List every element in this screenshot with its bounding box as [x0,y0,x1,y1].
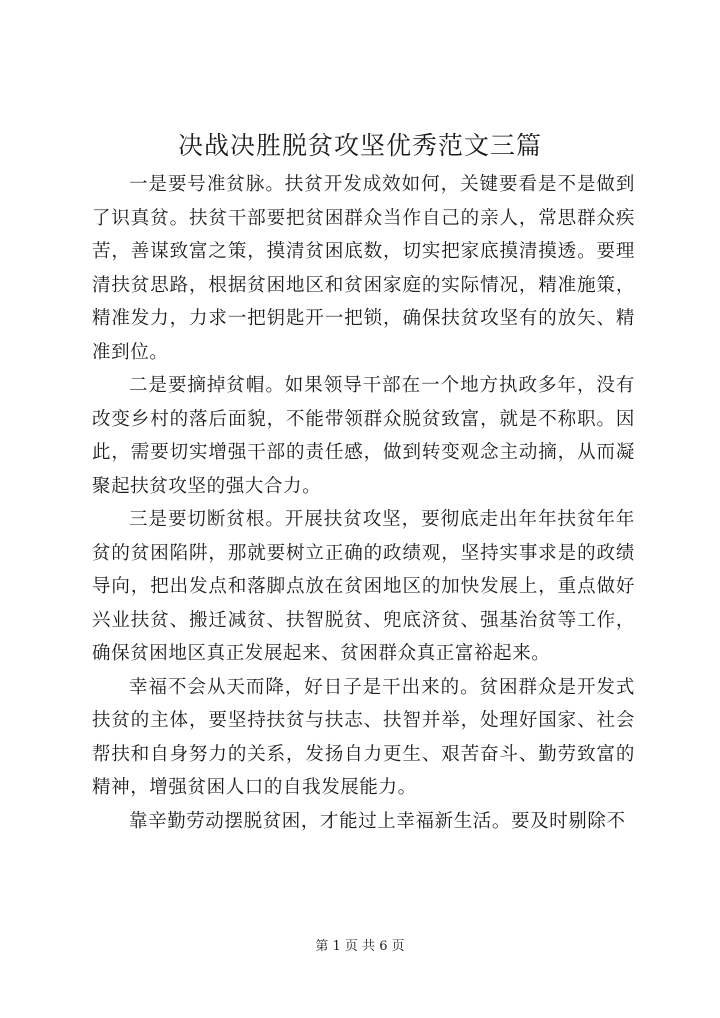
document-title: 决战决胜脱贫攻坚优秀范文三篇 [177,131,542,160]
paragraph-2: 二是要摘掉贫帽。如果领导干部在一个地方执政多年，没有改变乡村的落后面貌，不能带领群众脱贫致富，就是不称职。因此，需要切实增强干部的责任感，做到转变观念主动摘，从而凝聚起扶贫攻坚的强大合力。 [92,375,635,497]
paragraph-4: 幸福不会从天而降，好日子是干出来的。贫困群众是开发式扶贫的主体，要坚持扶贫与扶志、扶智并举，处理好国家、社会帮扶和自身努力的关系，发扬自力更生、艰苦奋斗、勤劳致富的精神，增强贫困人口的自我发展能力。 [92,676,635,798]
page-footer: 第 1 页 共 6 页 [315,939,405,954]
paragraph-3: 三是要切断贫根。开展扶贫攻坚，要彻底走出年年扶贫年年贫的贫困陷阱，那就要树立正确的政绩观，坚持实事求是的政绩导向，把出发点和落脚点放在贫困地区的加快发展上，重点做好兴业扶贫、搬迁减贫、扶智脱贫、兜底济贫、强基治贫等工作，确保贫困地区真正发展起来、贫困群众真正富裕起来。 [92,509,635,664]
paragraph-5: 靠辛勤劳动摆脱贫困，才能过上幸福新生活。要及时剔除不 [129,810,626,832]
document-body [92,168,635,838]
paragraph-1: 一是要号准贫脉。扶贫开发成效如何，关键要看是不是做到了识真贫。扶贫干部要把贫困群众当作自己的亲人，常思群众疾苦，善谋致富之策，摸清贫困底数，切实把家底摸清摸透。要理清扶贫思路，根据贫困地区和贫困家庭的实际情况，精准施策，精准发力，力求一把钥匙开一把锁，确保扶贫攻坚有的放矢、精准到位。 [92,174,635,363]
